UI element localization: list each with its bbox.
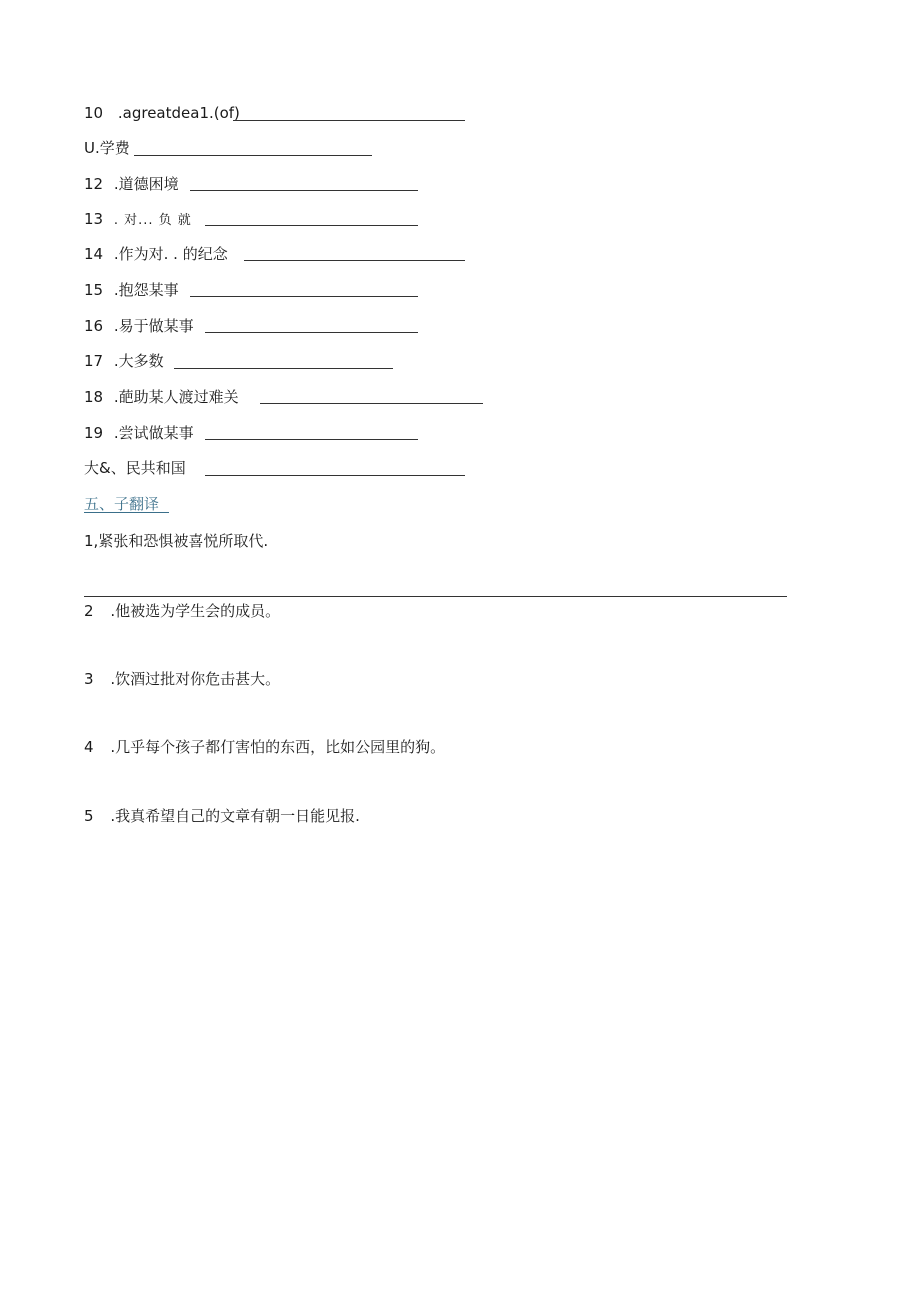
item-prompt: .易于做某事	[113, 317, 194, 335]
answer-blank-19[interactable]	[205, 439, 418, 440]
item-prompt: . 对... 负 就	[113, 213, 192, 228]
item-prompt: .几乎每个孩子都仃害怕的东西，比如公园里的狗。	[110, 738, 446, 756]
vocab-item-15	[84, 280, 179, 300]
vocab-item-14	[84, 244, 228, 264]
item-prompt: .抱怨某事	[113, 281, 179, 299]
vocab-item-11	[84, 138, 130, 158]
translation-answer-line-1[interactable]	[84, 596, 787, 597]
translation-item-1	[84, 531, 268, 551]
item-number: 1,	[84, 532, 99, 550]
item-prompt: 、民共和国	[110, 459, 186, 477]
item-number: 3	[84, 670, 94, 688]
item-prompt: 紧张和恐惧被喜悦所取代.	[98, 532, 269, 550]
vocab-item-20	[84, 458, 186, 478]
vocab-item-12	[84, 174, 179, 194]
vocab-item-17	[84, 351, 164, 371]
translation-item-4	[84, 737, 445, 757]
translation-item-3	[84, 669, 280, 689]
section-heading-underline	[84, 512, 169, 513]
item-number: 19	[84, 424, 104, 442]
answer-blank-20[interactable]	[205, 475, 465, 476]
item-number: 16	[84, 317, 104, 335]
item-prompt: 学费	[99, 139, 130, 157]
item-prompt: .作为对. . 的纪念	[113, 245, 228, 263]
item-number: 18	[84, 388, 104, 406]
item-prompt: .葩助某人渡过难关	[113, 388, 239, 406]
item-number: 5	[84, 807, 94, 825]
item-prompt: .道德困境	[113, 175, 179, 193]
answer-blank-17[interactable]	[174, 368, 393, 369]
answer-blank-11[interactable]	[134, 155, 372, 156]
vocab-item-18	[84, 387, 239, 407]
section-heading: 五、子翻译	[84, 495, 160, 513]
item-number: 2	[84, 602, 94, 620]
translation-item-2	[84, 601, 280, 621]
item-number: 14	[84, 245, 104, 263]
answer-blank-15[interactable]	[190, 296, 418, 297]
item-number: 大&	[84, 459, 111, 477]
item-number: 13	[84, 210, 104, 228]
answer-blank-10[interactable]	[233, 120, 465, 121]
item-prompt: .他被选为学生会的成员。	[110, 602, 281, 620]
item-prompt: .agreatdea1.(of)	[117, 104, 240, 122]
answer-blank-13[interactable]	[205, 225, 418, 226]
vocab-item-10	[84, 103, 240, 123]
item-prompt: .尝试做某事	[113, 424, 194, 442]
item-number: U.	[84, 139, 100, 157]
vocab-item-16	[84, 316, 194, 336]
vocab-item-13	[84, 209, 192, 231]
item-prompt: .大多数	[113, 352, 164, 370]
answer-blank-14[interactable]	[244, 260, 465, 261]
item-number: 4	[84, 738, 94, 756]
answer-blank-16[interactable]	[205, 332, 418, 333]
item-number: 15	[84, 281, 104, 299]
item-prompt: .饮酒过批对你危击甚大。	[110, 670, 281, 688]
item-number: 12	[84, 175, 104, 193]
vocab-item-19	[84, 423, 194, 443]
item-number: 17	[84, 352, 104, 370]
answer-blank-12[interactable]	[190, 190, 418, 191]
item-number: 10	[84, 104, 104, 122]
item-prompt: .我真希望自己的文章有朝一日能见报.	[110, 807, 360, 825]
answer-blank-18[interactable]	[260, 403, 483, 404]
translation-item-5	[84, 806, 360, 826]
